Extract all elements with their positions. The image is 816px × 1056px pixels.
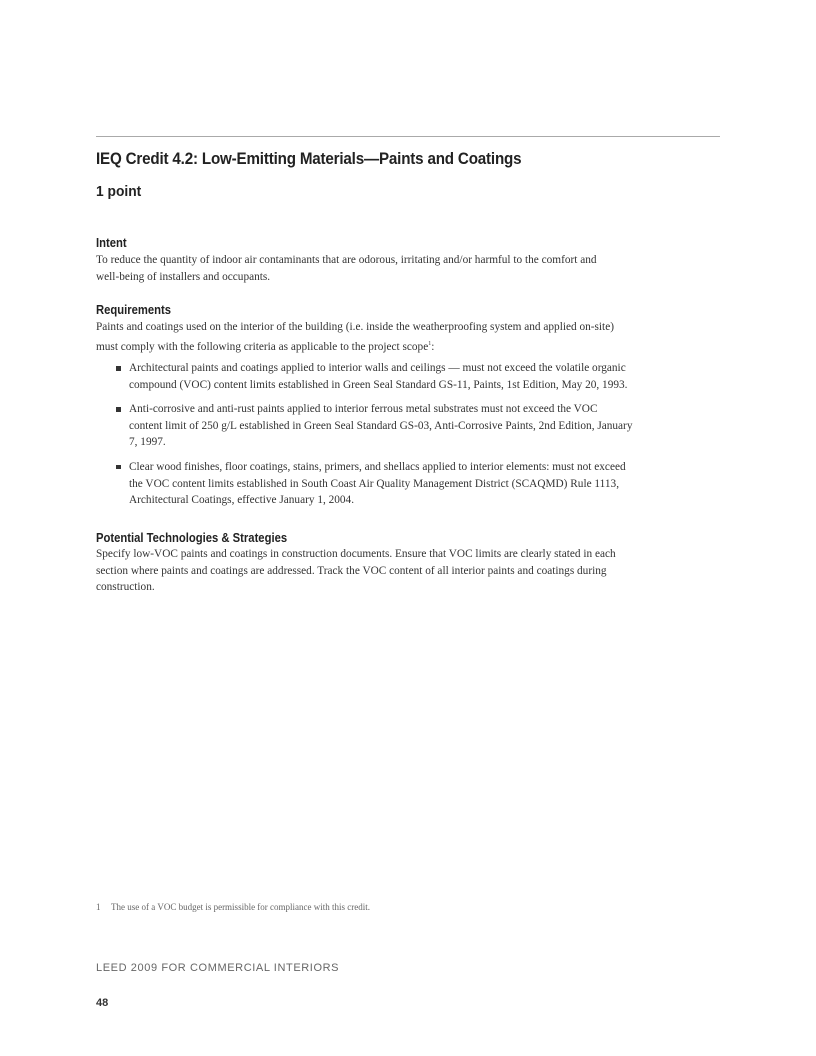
text-line: content limit of 250 g/L established in Green Seal Standard GS-03, Anti-Corrosive Paints, 2nd Edition, January: [129, 419, 633, 432]
intent-heading: Intent: [96, 236, 127, 250]
text-line: well-being of installers and occupants.: [96, 270, 271, 283]
strategies-text: [96, 546, 736, 596]
header-rule: [96, 136, 720, 137]
text-line: the VOC content limits established in South Coast Air Quality Management District (SCAQMD) Rule 1113,: [129, 477, 620, 490]
text-line: section where paints and coatings are addressed. Track the VOC content of all interior paints and coatings during: [96, 564, 607, 577]
text-line-body: must comply with the following criteria as applicable to the project scope: [96, 340, 429, 353]
text-line: Anti-corrosive and anti-rust paints applied to interior ferrous metal substrates must not exceed the VOC: [129, 403, 598, 416]
requirements-list: [114, 360, 734, 517]
text-line: construction.: [96, 581, 155, 594]
bullet-icon: [116, 366, 121, 371]
text-line: Paints and coatings used on the interior of the building (i.e. inside the weatherproofing system and applied on-site): [96, 321, 614, 333]
list-item: [114, 360, 734, 393]
text-line: To reduce the quantity of indoor air contaminants that are odorous, irritating and/or harmful to the comfort and: [96, 254, 597, 266]
requirements-heading: Requirements: [96, 303, 172, 317]
text-line: Architectural Coatings, effective January 1, 2004.: [129, 494, 355, 507]
footnote-number: 1: [96, 902, 101, 912]
footnote: [96, 902, 370, 912]
footnote-ref[interactable]: 1: [428, 340, 432, 347]
text-line: [96, 336, 736, 355]
text-line: compound (VOC) content limits established in Green Seal Standard GS-11, Paints, 1st Edition, May 20, 1993.: [129, 378, 628, 391]
list-item: [114, 459, 734, 509]
bullet-icon: [116, 465, 121, 470]
text-line: 7, 1997.: [129, 436, 166, 449]
credit-points: 1 point: [96, 183, 142, 200]
bullet-icon: [116, 407, 121, 412]
footnote-text: The use of a VOC budget is permissible for compliance with this credit.: [111, 902, 371, 912]
page-title: IEQ Credit 4.2: Low-Emitting Materials—Paints and Coatings: [96, 150, 522, 168]
page-number: 48: [96, 997, 109, 1009]
text-line: Specify low-VOC paints and coatings in construction documents. Ensure that VOC limits are clearly stated in each: [96, 548, 616, 560]
list-item: [114, 401, 734, 451]
text-suffix: :: [431, 340, 435, 353]
text-line: Clear wood finishes, floor coatings, stains, primers, and shellacs applied to interior elements: must not exceed: [129, 460, 626, 473]
text-line: Architectural paints and coatings applied to interior walls and ceilings — must not exceed the volatile organic: [129, 362, 626, 374]
requirements-text: [96, 319, 736, 355]
intent-text: [96, 252, 736, 285]
strategies-heading: Potential Technologies & Strategies: [96, 531, 288, 545]
footer-publication: LEED 2009 FOR COMMERCIAL INTERIORS: [96, 962, 340, 974]
